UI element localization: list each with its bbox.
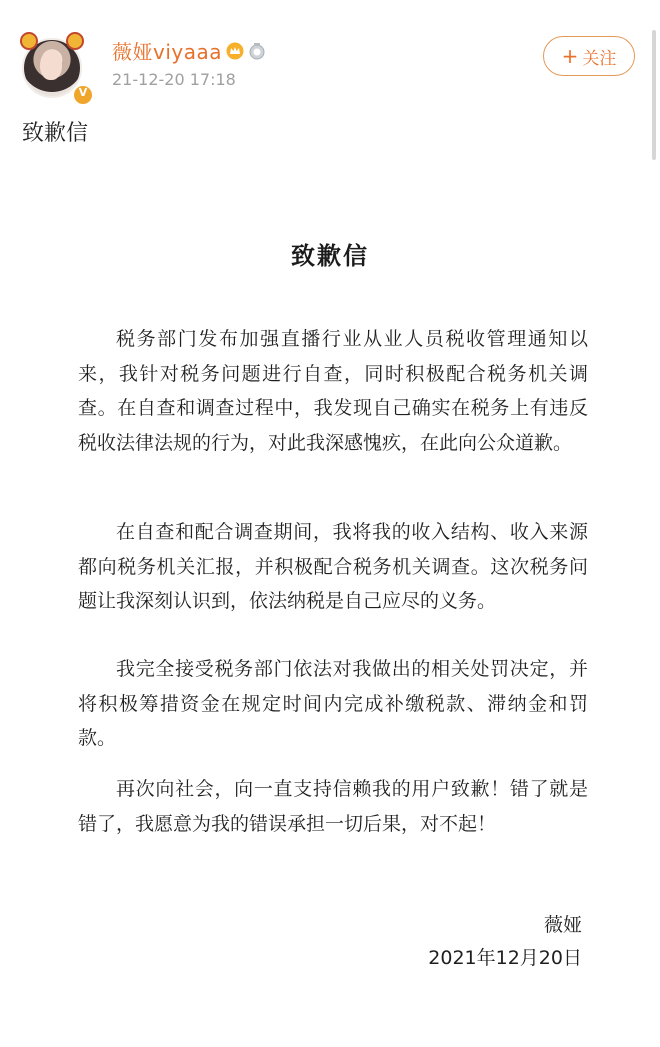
post-text: 致歉信 (22, 121, 89, 146)
letter-date: 2021年12月20日 (428, 947, 582, 969)
ox-ornament-icon (66, 32, 84, 50)
ox-ornament-icon (20, 32, 38, 50)
username-row (112, 36, 266, 65)
post-timestamp: 21-12-20 17:18 (112, 70, 236, 89)
follow-label: 关注 (582, 48, 617, 69)
username[interactable]: 薇娅viyaaa (112, 40, 222, 64)
letter-title: 致歉信 (291, 242, 369, 270)
verified-v-icon: V (72, 84, 94, 106)
letter-paragraph: 在自查和配合调查期间，我将我的收入结构、收入来源都向税务机关汇报，并积极配合税务机关调查。这次税务问题让我深刻认识到，依法纳税是自己应尽的义务。 (78, 521, 588, 612)
plus-icon: + (561, 44, 579, 68)
medal-icon (248, 42, 266, 60)
crown-icon (226, 42, 244, 60)
scrollbar[interactable] (652, 30, 656, 160)
letter-paragraph: 我完全接受税务部门依法对我做出的相关处罚决定，并将积极筹措资金在规定时间内完成补缴税款、滞纳金和罚款。 (78, 658, 588, 749)
letter-signature: 薇娅 (543, 914, 582, 936)
avatar-face-decoration (40, 50, 62, 80)
letter-image[interactable] (0, 170, 660, 1047)
avatar[interactable] (18, 30, 88, 100)
letter-paragraph: 再次向社会，向一直支持信赖我的用户致歉！错了就是错了，我愿意为我的错误承担一切后果，对不起！ (78, 778, 588, 835)
letter-paragraph: 税务部门发布加强直播行业从业人员税收管理通知以来，我针对税务问题进行自查，同时积极配合税务机关调查。在自查和调查过程中，我发现自己确实在税务上有违反税收法律法规的行为，对此我深感愧疚，在此向公众道歉。 (78, 328, 588, 454)
follow-button[interactable] (543, 36, 635, 76)
